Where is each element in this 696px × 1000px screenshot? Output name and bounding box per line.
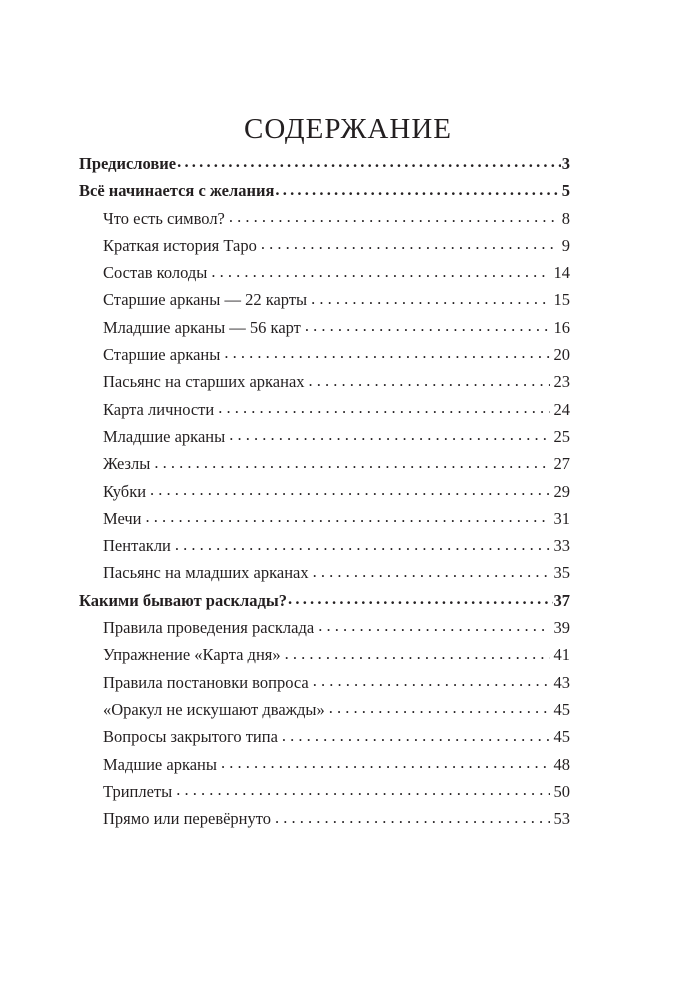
toc-entry-label: Состав колоды: [103, 263, 208, 283]
dot-leader: [229, 425, 549, 442]
dot-leader: [329, 698, 550, 715]
toc-section-entry: [79, 396, 570, 423]
toc-section-entry: [79, 614, 570, 641]
toc-entry-label: Вопросы закрытого типа: [103, 727, 278, 747]
toc-page-number: 41: [553, 645, 570, 665]
toc-page-number: 45: [553, 699, 570, 719]
toc-entry-label: Младшие арканы — 56 карт: [103, 317, 301, 337]
dot-leader: [288, 589, 552, 606]
toc-page-number: 43: [553, 672, 570, 692]
toc-section-entry: [79, 778, 570, 805]
toc-entry-label: Мечи: [103, 508, 142, 528]
dot-leader: [177, 153, 561, 170]
toc-entry-label: Правила постановки вопроса: [103, 672, 309, 692]
toc-page-number: 53: [553, 809, 570, 829]
toc-entry-label: Всё начинается с желания: [79, 181, 275, 201]
toc-entry-label: Младшие арканы: [103, 426, 226, 446]
toc-page-number: 24: [553, 399, 570, 419]
toc-section-entry: [79, 723, 570, 750]
page-title: СОДЕРЖАНИЕ: [244, 113, 452, 145]
toc-section-entry: [79, 423, 570, 450]
toc-chapter-entry: [79, 177, 570, 204]
dot-leader: [311, 289, 549, 306]
dot-leader: [313, 671, 550, 688]
toc-chapter-entry: [79, 150, 570, 177]
toc-page-number: 31: [553, 508, 570, 528]
toc-entry-label: Кубки: [103, 481, 147, 501]
dot-leader: [229, 207, 558, 224]
toc-page-number: 45: [553, 727, 570, 747]
dot-leader: [146, 507, 550, 524]
toc-entry-label: Прямо или перевёрнуто: [103, 809, 272, 829]
dot-leader: [282, 726, 550, 743]
toc-page-number: 15: [553, 290, 570, 310]
dot-leader: [275, 808, 549, 825]
dot-leader: [275, 180, 560, 197]
dot-leader: [150, 480, 549, 497]
toc-section-entry: [79, 450, 570, 477]
dot-leader: [313, 562, 550, 579]
toc-entry-label: Что есть символ?: [103, 208, 225, 228]
toc-entry-label: Старшие арканы: [103, 345, 221, 365]
toc-entry-label: Старшие арканы — 22 карты: [103, 290, 308, 310]
dot-leader: [218, 398, 549, 415]
toc-page-number: 29: [553, 481, 570, 501]
toc-chapter-entry: [79, 587, 570, 614]
toc-section-entry: [79, 559, 570, 586]
toc-section-entry: [79, 478, 570, 505]
dot-leader: [305, 316, 550, 333]
dot-leader: [175, 535, 550, 552]
toc-entry-label: Мадшие арканы: [103, 754, 217, 774]
toc-page-number: 48: [553, 754, 570, 774]
table-of-contents: [79, 150, 570, 832]
toc-entry-label: Упражнение «Карта дня»: [103, 645, 281, 665]
toc-section-entry: [79, 805, 570, 832]
toc-entry-label: Предисловие: [79, 154, 177, 173]
toc-page-number: 39: [553, 618, 570, 638]
toc-page-number: 37: [553, 590, 570, 610]
toc-section-entry: [79, 314, 570, 341]
toc-page-number: 33: [553, 536, 570, 556]
toc-entry-label: Правила проведения расклада: [103, 618, 315, 638]
toc-entry-label: Пентакли: [103, 536, 171, 556]
toc-page-number: 8: [561, 208, 570, 228]
toc-section-entry: [79, 751, 570, 778]
toc-entry-label: Краткая история Таро: [103, 235, 257, 255]
toc-page-number: 50: [553, 781, 570, 801]
dot-leader: [224, 344, 549, 361]
toc-section-entry: [79, 259, 570, 286]
toc-section-entry: [79, 368, 570, 395]
toc-section-entry: [79, 669, 570, 696]
toc-section-entry: [79, 505, 570, 532]
dot-leader: [318, 617, 549, 634]
dot-leader: [261, 234, 558, 251]
toc-page-number: 16: [553, 317, 570, 337]
toc-page-number: 9: [561, 235, 570, 255]
toc-section-entry: [79, 205, 570, 232]
toc-section-entry: [79, 341, 570, 368]
dot-leader: [285, 644, 550, 661]
toc-entry-label: Какими бывают расклады?: [79, 590, 288, 610]
toc-page-number: 25: [553, 426, 570, 446]
toc-section-entry: [79, 641, 570, 668]
toc-section-entry: [79, 286, 570, 313]
dot-leader: [221, 753, 550, 770]
toc-section-entry: [79, 696, 570, 723]
toc-page-number: 14: [553, 263, 570, 283]
toc-page-number: 20: [553, 345, 570, 365]
dot-leader: [176, 780, 549, 797]
toc-section-entry: [79, 532, 570, 559]
toc-page-number: 5: [561, 181, 570, 201]
dot-leader: [211, 262, 549, 279]
toc-entry-label: Карта личности: [103, 399, 215, 419]
dot-leader: [154, 453, 549, 470]
toc-page-number: 35: [553, 563, 570, 583]
toc-entry-label: Пасьянс на старших арканах: [103, 372, 305, 392]
toc-page-number: 3: [561, 154, 570, 173]
toc-entry-label: «Оракул не искушают дважды»: [103, 699, 325, 719]
toc-entry-label: Триплеты: [103, 781, 173, 801]
toc-page-number: 27: [553, 454, 570, 474]
dot-leader: [309, 371, 550, 388]
toc-entry-label: Жезлы: [103, 454, 151, 474]
toc-entry-label: Пасьянс на младших арканах: [103, 563, 309, 583]
toc-section-entry: [79, 232, 570, 259]
toc-page-number: 23: [553, 372, 570, 392]
